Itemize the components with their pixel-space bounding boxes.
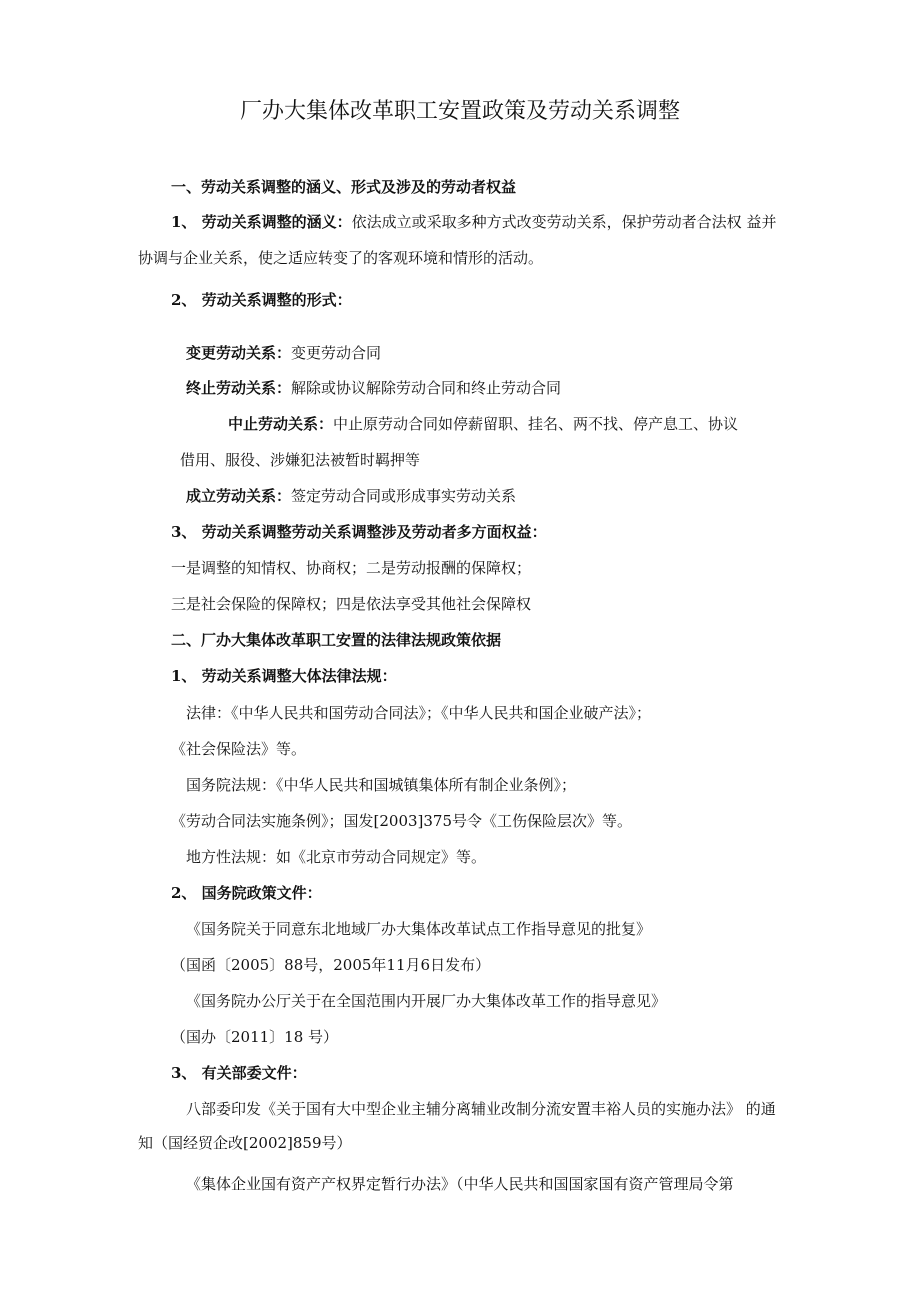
form-establish <box>186 486 516 506</box>
section-2-heading: 二、厂办大集体改革职工安置的法律法规政策依据 <box>171 631 502 649</box>
paragraph-1-continued: 协调与企业关系，使之适应转变了的客观环境和情形的活动。 <box>138 249 544 267</box>
ministry-doc-1: 八部委印发《关于国有大中型企业主辅分离辅业改制分流安置丰裕人员的实施办法》 的通 <box>186 1100 776 1118</box>
state-council-doc-2: 《国务院办公厅关于在全国范围内开展厂办大集体改革工作的指导意见》 <box>186 992 667 1010</box>
form-change-label: 变更劳动关系： <box>186 344 292 362</box>
regulations-line-2: 《劳动合同法实施条例》；国发[2003]375号令《工伤保险层次》等。 <box>171 812 633 830</box>
regulations-line-1: 国务院法规：《中华人民共和国城镇集体所有制企业条例》； <box>186 776 577 794</box>
state-council-doc-1-number: （国函〔2005〕88号，2005年11月6日发布） <box>171 956 491 974</box>
rights-line-2: 三是社会保险的保障权；四是依法享受其他社会保障权 <box>171 595 532 613</box>
paragraph-1 <box>171 212 776 232</box>
page-title: 厂办大集体改革职工安置政策及劳动关系调整 <box>239 99 680 124</box>
ministry-doc-1-continued: 知（国经贸企改[2002]859号） <box>138 1134 352 1152</box>
laws-line-2: 《社会保险法》等。 <box>171 740 307 758</box>
laws-line-1: 法律：《中华人民共和国劳动合同法》；《中华人民共和国企业破产法》； <box>186 704 652 722</box>
subsection-1-label: 1、 劳动关系调整大体法律法规： <box>171 667 397 685</box>
form-terminate-label: 终止劳动关系： <box>186 379 292 397</box>
rights-line-1: 一是调整的知情权、协商权；二是劳动报酬的保障权； <box>171 559 532 577</box>
ministry-doc-2: 《集体企业国有资产产权界定暂行办法》（中华人民共和国国家国有资产管理局令第 <box>186 1175 734 1193</box>
state-council-doc-1: 《国务院关于同意东北地域厂办大集体改革试点工作指导意见的批复》 <box>186 920 652 938</box>
form-change-text: 变更劳动合同 <box>291 344 382 362</box>
form-terminate-text: 解除或协议解除劳动合同和终止劳动合同 <box>291 379 562 397</box>
paragraph-1-text: 依法成立或采取多种方式改变劳动关系，保护劳动者合法权 益并 <box>351 213 777 231</box>
form-establish-label: 成立劳动关系： <box>186 487 292 505</box>
form-suspend-continued: 借用、服役、涉嫌犯法被暂时羁押等 <box>180 451 421 469</box>
form-change <box>186 343 381 363</box>
form-suspend <box>228 414 738 434</box>
paragraph-1-label: 1、 劳动关系调整的涵义： <box>171 213 352 231</box>
subsection-2-label: 2、 国务院政策文件： <box>171 884 322 902</box>
form-suspend-label: 中止劳动关系： <box>228 415 334 433</box>
local-regulations-line: 地方性法规：如《北京市劳动合同规定》等。 <box>186 848 487 866</box>
form-terminate <box>186 378 561 398</box>
section-1-heading: 一、劳动关系调整的涵义、形式及涉及的劳动者权益 <box>171 178 517 196</box>
form-suspend-text: 中止原劳动合同如停薪留职、挂名、两不找、停产息工、协议 <box>333 415 739 433</box>
paragraph-3-label: 3、 劳动关系调整劳动关系调整涉及劳动者多方面权益： <box>171 523 547 541</box>
state-council-doc-2-number: （国办〔2011〕18 号） <box>171 1028 339 1046</box>
subsection-3-label: 3、 有关部委文件： <box>171 1064 307 1082</box>
form-establish-text: 签定劳动合同或形成事实劳动关系 <box>291 487 517 505</box>
paragraph-2-label: 2、 劳动关系调整的形式： <box>171 291 352 309</box>
